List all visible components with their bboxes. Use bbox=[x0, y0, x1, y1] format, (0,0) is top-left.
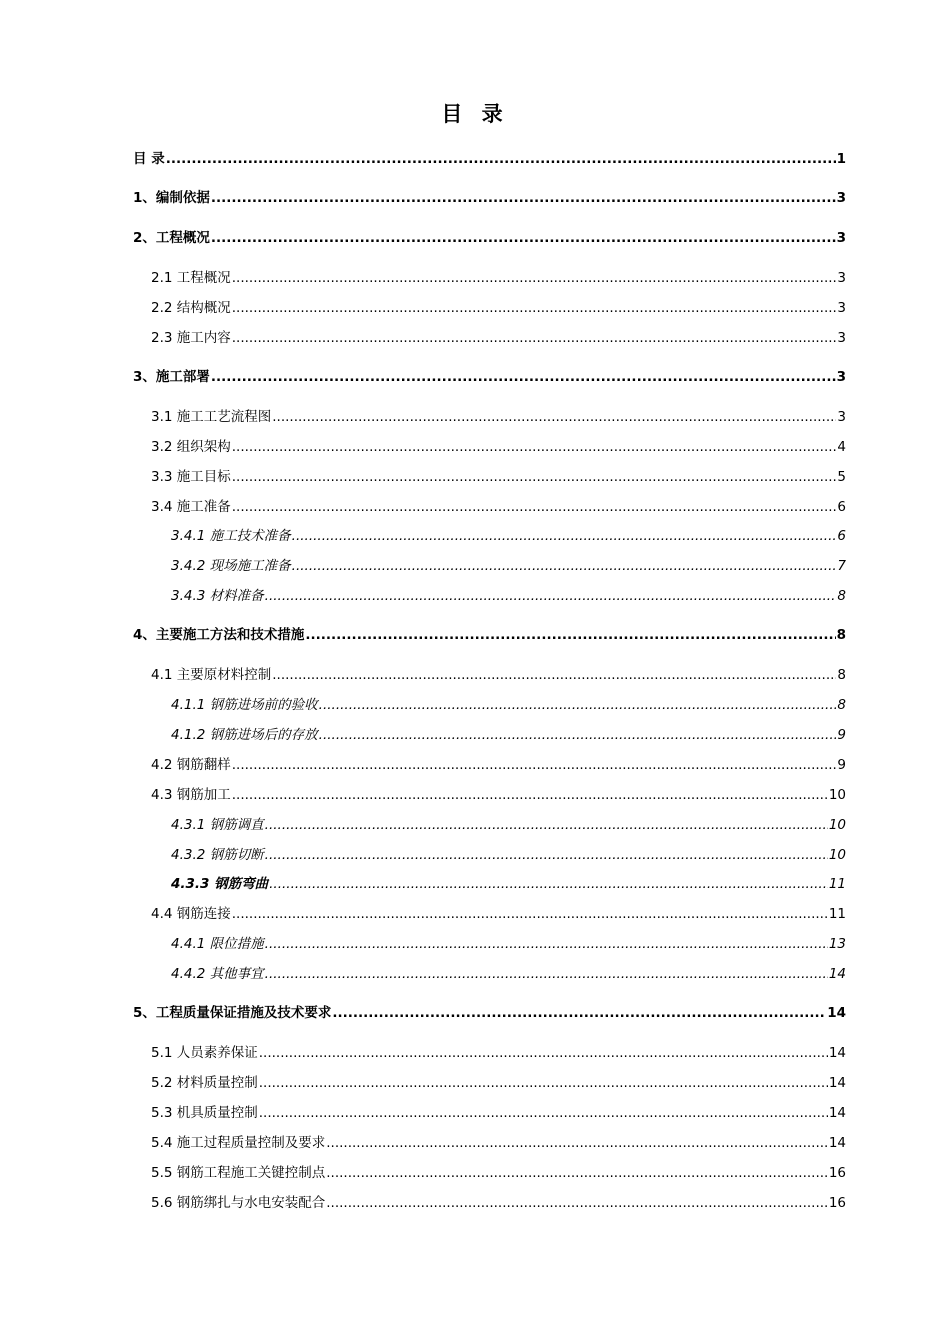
toc-page-number: 8 bbox=[836, 627, 846, 643]
toc-entry-label: 5.3 机具质量控制 bbox=[151, 1105, 258, 1121]
toc-page-number: 11 bbox=[828, 876, 846, 892]
toc-entry-label: 4.4.2 其他事宜 bbox=[171, 966, 264, 982]
toc-page-number: 5 bbox=[837, 469, 846, 485]
toc-dot-leader bbox=[232, 328, 837, 348]
toc-entry[interactable] bbox=[151, 904, 846, 924]
toc-entry[interactable] bbox=[151, 328, 846, 348]
toc-dot-leader bbox=[232, 785, 828, 805]
toc-entry-label: 2.2 结构概况 bbox=[151, 300, 231, 316]
toc-page-number: 13 bbox=[828, 936, 846, 952]
toc-dot-leader bbox=[166, 149, 836, 169]
toc-dot-leader bbox=[326, 1193, 828, 1213]
toc-entry[interactable] bbox=[171, 934, 846, 954]
toc-entry[interactable] bbox=[151, 1163, 846, 1183]
toc-page-number: 14 bbox=[827, 1005, 846, 1021]
toc-entry[interactable] bbox=[151, 1133, 846, 1153]
toc-entry[interactable] bbox=[171, 964, 846, 984]
toc-page-number: 3 bbox=[837, 300, 846, 316]
toc-entry-label: 5.6 钢筋绑扎与水电安装配合 bbox=[151, 1195, 326, 1211]
toc-dot-leader bbox=[319, 725, 837, 745]
toc-page-number: 1 bbox=[836, 151, 846, 167]
toc-page-number: 14 bbox=[828, 1135, 846, 1151]
toc-entry[interactable] bbox=[151, 1043, 846, 1063]
toc-dot-leader bbox=[259, 1043, 828, 1063]
toc-entry[interactable] bbox=[151, 1193, 846, 1213]
toc-entry[interactable] bbox=[171, 874, 846, 894]
toc-page-number: 14 bbox=[828, 1075, 846, 1091]
toc-entry-label: 2.3 施工内容 bbox=[151, 330, 231, 346]
toc-page-number: 3 bbox=[836, 190, 846, 206]
toc-page-number: 3 bbox=[837, 409, 846, 425]
toc-page-number: 9 bbox=[837, 757, 846, 773]
toc-entry-label: 5.2 材料质量控制 bbox=[151, 1075, 258, 1091]
toc-page-number: 10 bbox=[828, 847, 846, 863]
toc-dot-leader bbox=[272, 407, 836, 427]
toc-entry[interactable] bbox=[151, 497, 846, 517]
toc-entry[interactable] bbox=[133, 188, 846, 208]
toc-entry-label: 4.1.1 钢筋进场前的验收 bbox=[171, 697, 318, 713]
toc-dot-leader bbox=[269, 874, 828, 894]
toc-entry-label: 5.1 人员素养保证 bbox=[151, 1045, 258, 1061]
toc-entry-label: 1、编制依据 bbox=[133, 190, 210, 206]
toc-page-number: 7 bbox=[837, 558, 846, 574]
toc-entry[interactable] bbox=[151, 298, 846, 318]
toc-entry-label: 4.3 钢筋加工 bbox=[151, 787, 231, 803]
toc-entry-label: 2、工程概况 bbox=[133, 230, 210, 246]
toc-entry-label: 4.3.3 钢筋弯曲 bbox=[171, 876, 269, 892]
toc-entry-label: 5、工程质量保证措施及技术要求 bbox=[133, 1005, 332, 1021]
toc-entry-label: 5.5 钢筋工程施工关键控制点 bbox=[151, 1165, 326, 1181]
toc-entry-label: 3.4.1 施工技术准备 bbox=[171, 528, 291, 544]
toc-dot-leader bbox=[265, 586, 837, 606]
toc-dot-leader bbox=[259, 1073, 828, 1093]
toc-dot-leader bbox=[211, 228, 836, 248]
toc-dot-leader bbox=[292, 556, 837, 576]
toc-page-number: 8 bbox=[837, 697, 846, 713]
toc-dot-leader bbox=[272, 665, 836, 685]
toc-dot-leader bbox=[326, 1133, 828, 1153]
toc-entry-label: 4.1.2 钢筋进场后的存放 bbox=[171, 727, 318, 743]
toc-page-number: 16 bbox=[828, 1195, 846, 1211]
toc-entry-label: 3、施工部署 bbox=[133, 369, 210, 385]
toc-dot-leader bbox=[265, 815, 828, 835]
toc-dot-leader bbox=[232, 467, 837, 487]
toc-dot-leader bbox=[326, 1163, 828, 1183]
toc-page-number: 8 bbox=[837, 588, 846, 604]
toc-dot-leader bbox=[232, 497, 837, 517]
toc-entry-label: 3.4 施工准备 bbox=[151, 499, 231, 515]
toc-entry-label: 4.4 钢筋连接 bbox=[151, 906, 231, 922]
toc-entry[interactable] bbox=[133, 149, 846, 169]
toc-page-number: 4 bbox=[837, 439, 846, 455]
toc-dot-leader bbox=[265, 845, 828, 865]
toc-dot-leader bbox=[232, 268, 837, 288]
toc-entry[interactable] bbox=[151, 407, 846, 427]
toc-entry-label: 3.2 组织架构 bbox=[151, 439, 231, 455]
toc-page-number: 3 bbox=[836, 230, 846, 246]
toc-page-number: 14 bbox=[828, 966, 846, 982]
toc-page-number: 16 bbox=[828, 1165, 846, 1181]
toc-entry[interactable] bbox=[171, 526, 846, 546]
toc-entry[interactable] bbox=[151, 437, 846, 457]
toc-dot-leader bbox=[265, 964, 828, 984]
toc-page-number: 3 bbox=[836, 369, 846, 385]
toc-page-number: 14 bbox=[828, 1105, 846, 1121]
toc-page-number: 3 bbox=[837, 270, 846, 286]
toc-entry[interactable] bbox=[171, 586, 846, 606]
toc-dot-leader bbox=[319, 695, 837, 715]
toc-dot-leader bbox=[211, 367, 836, 387]
toc-page-number: 11 bbox=[828, 906, 846, 922]
toc-dot-leader bbox=[259, 1103, 828, 1123]
toc-entry[interactable] bbox=[133, 625, 846, 645]
toc-entry[interactable] bbox=[171, 845, 846, 865]
toc-dot-leader bbox=[232, 437, 837, 457]
toc-entry-label: 3.4.2 现场施工准备 bbox=[171, 558, 291, 574]
toc-page-number: 9 bbox=[837, 727, 846, 743]
toc-entry-label: 4.4.1 限位措施 bbox=[171, 936, 264, 952]
toc-page-number: 8 bbox=[837, 667, 846, 683]
toc-entry[interactable] bbox=[171, 725, 846, 745]
toc-entry-label: 4.3.1 钢筋调直 bbox=[171, 817, 264, 833]
toc-page-number: 10 bbox=[828, 817, 846, 833]
toc-dot-leader bbox=[332, 1003, 826, 1023]
toc-page-number: 14 bbox=[828, 1045, 846, 1061]
toc-entry[interactable] bbox=[133, 367, 846, 387]
toc-entry[interactable] bbox=[171, 815, 846, 835]
toc-entry-label: 5.4 施工过程质量控制及要求 bbox=[151, 1135, 326, 1151]
toc-dot-leader bbox=[232, 298, 837, 318]
toc-entry-label: 4.2 钢筋翻样 bbox=[151, 757, 231, 773]
toc-entry[interactable] bbox=[171, 695, 846, 715]
toc-entry-label: 3.1 施工工艺流程图 bbox=[151, 409, 272, 425]
toc-dot-leader bbox=[232, 904, 828, 924]
toc-entry[interactable] bbox=[151, 1103, 846, 1123]
toc-entry[interactable] bbox=[133, 228, 846, 248]
toc-page-number: 3 bbox=[837, 330, 846, 346]
toc-entry[interactable] bbox=[171, 556, 846, 576]
toc-entry[interactable] bbox=[151, 1073, 846, 1093]
toc-page-number: 6 bbox=[837, 528, 846, 544]
toc-dot-leader bbox=[265, 934, 828, 954]
toc-entry-label: 3.4.3 材料准备 bbox=[171, 588, 264, 604]
toc-entry[interactable] bbox=[151, 467, 846, 487]
toc-entry-label: 3.3 施工目标 bbox=[151, 469, 231, 485]
toc-entry[interactable] bbox=[133, 1003, 846, 1023]
toc-page-number: 10 bbox=[828, 787, 846, 803]
toc-dot-leader bbox=[305, 625, 835, 645]
toc-entry-label: 4.1 主要原材料控制 bbox=[151, 667, 272, 683]
toc-entry-label: 目 录 bbox=[133, 151, 165, 167]
toc-entry[interactable] bbox=[151, 755, 846, 775]
toc-entry-label: 2.1 工程概况 bbox=[151, 270, 231, 286]
toc-entry[interactable] bbox=[151, 268, 846, 288]
toc-dot-leader bbox=[211, 188, 836, 208]
toc-entry-label: 4、主要施工方法和技术措施 bbox=[133, 627, 305, 643]
toc-page-number: 6 bbox=[837, 499, 846, 515]
page-title: 目 录 bbox=[441, 102, 509, 126]
toc-entry[interactable] bbox=[151, 785, 846, 805]
toc-dot-leader bbox=[232, 755, 837, 775]
toc-entry[interactable] bbox=[151, 665, 846, 685]
toc-dot-leader bbox=[292, 526, 837, 546]
toc-entry-label: 4.3.2 钢筋切断 bbox=[171, 847, 264, 863]
